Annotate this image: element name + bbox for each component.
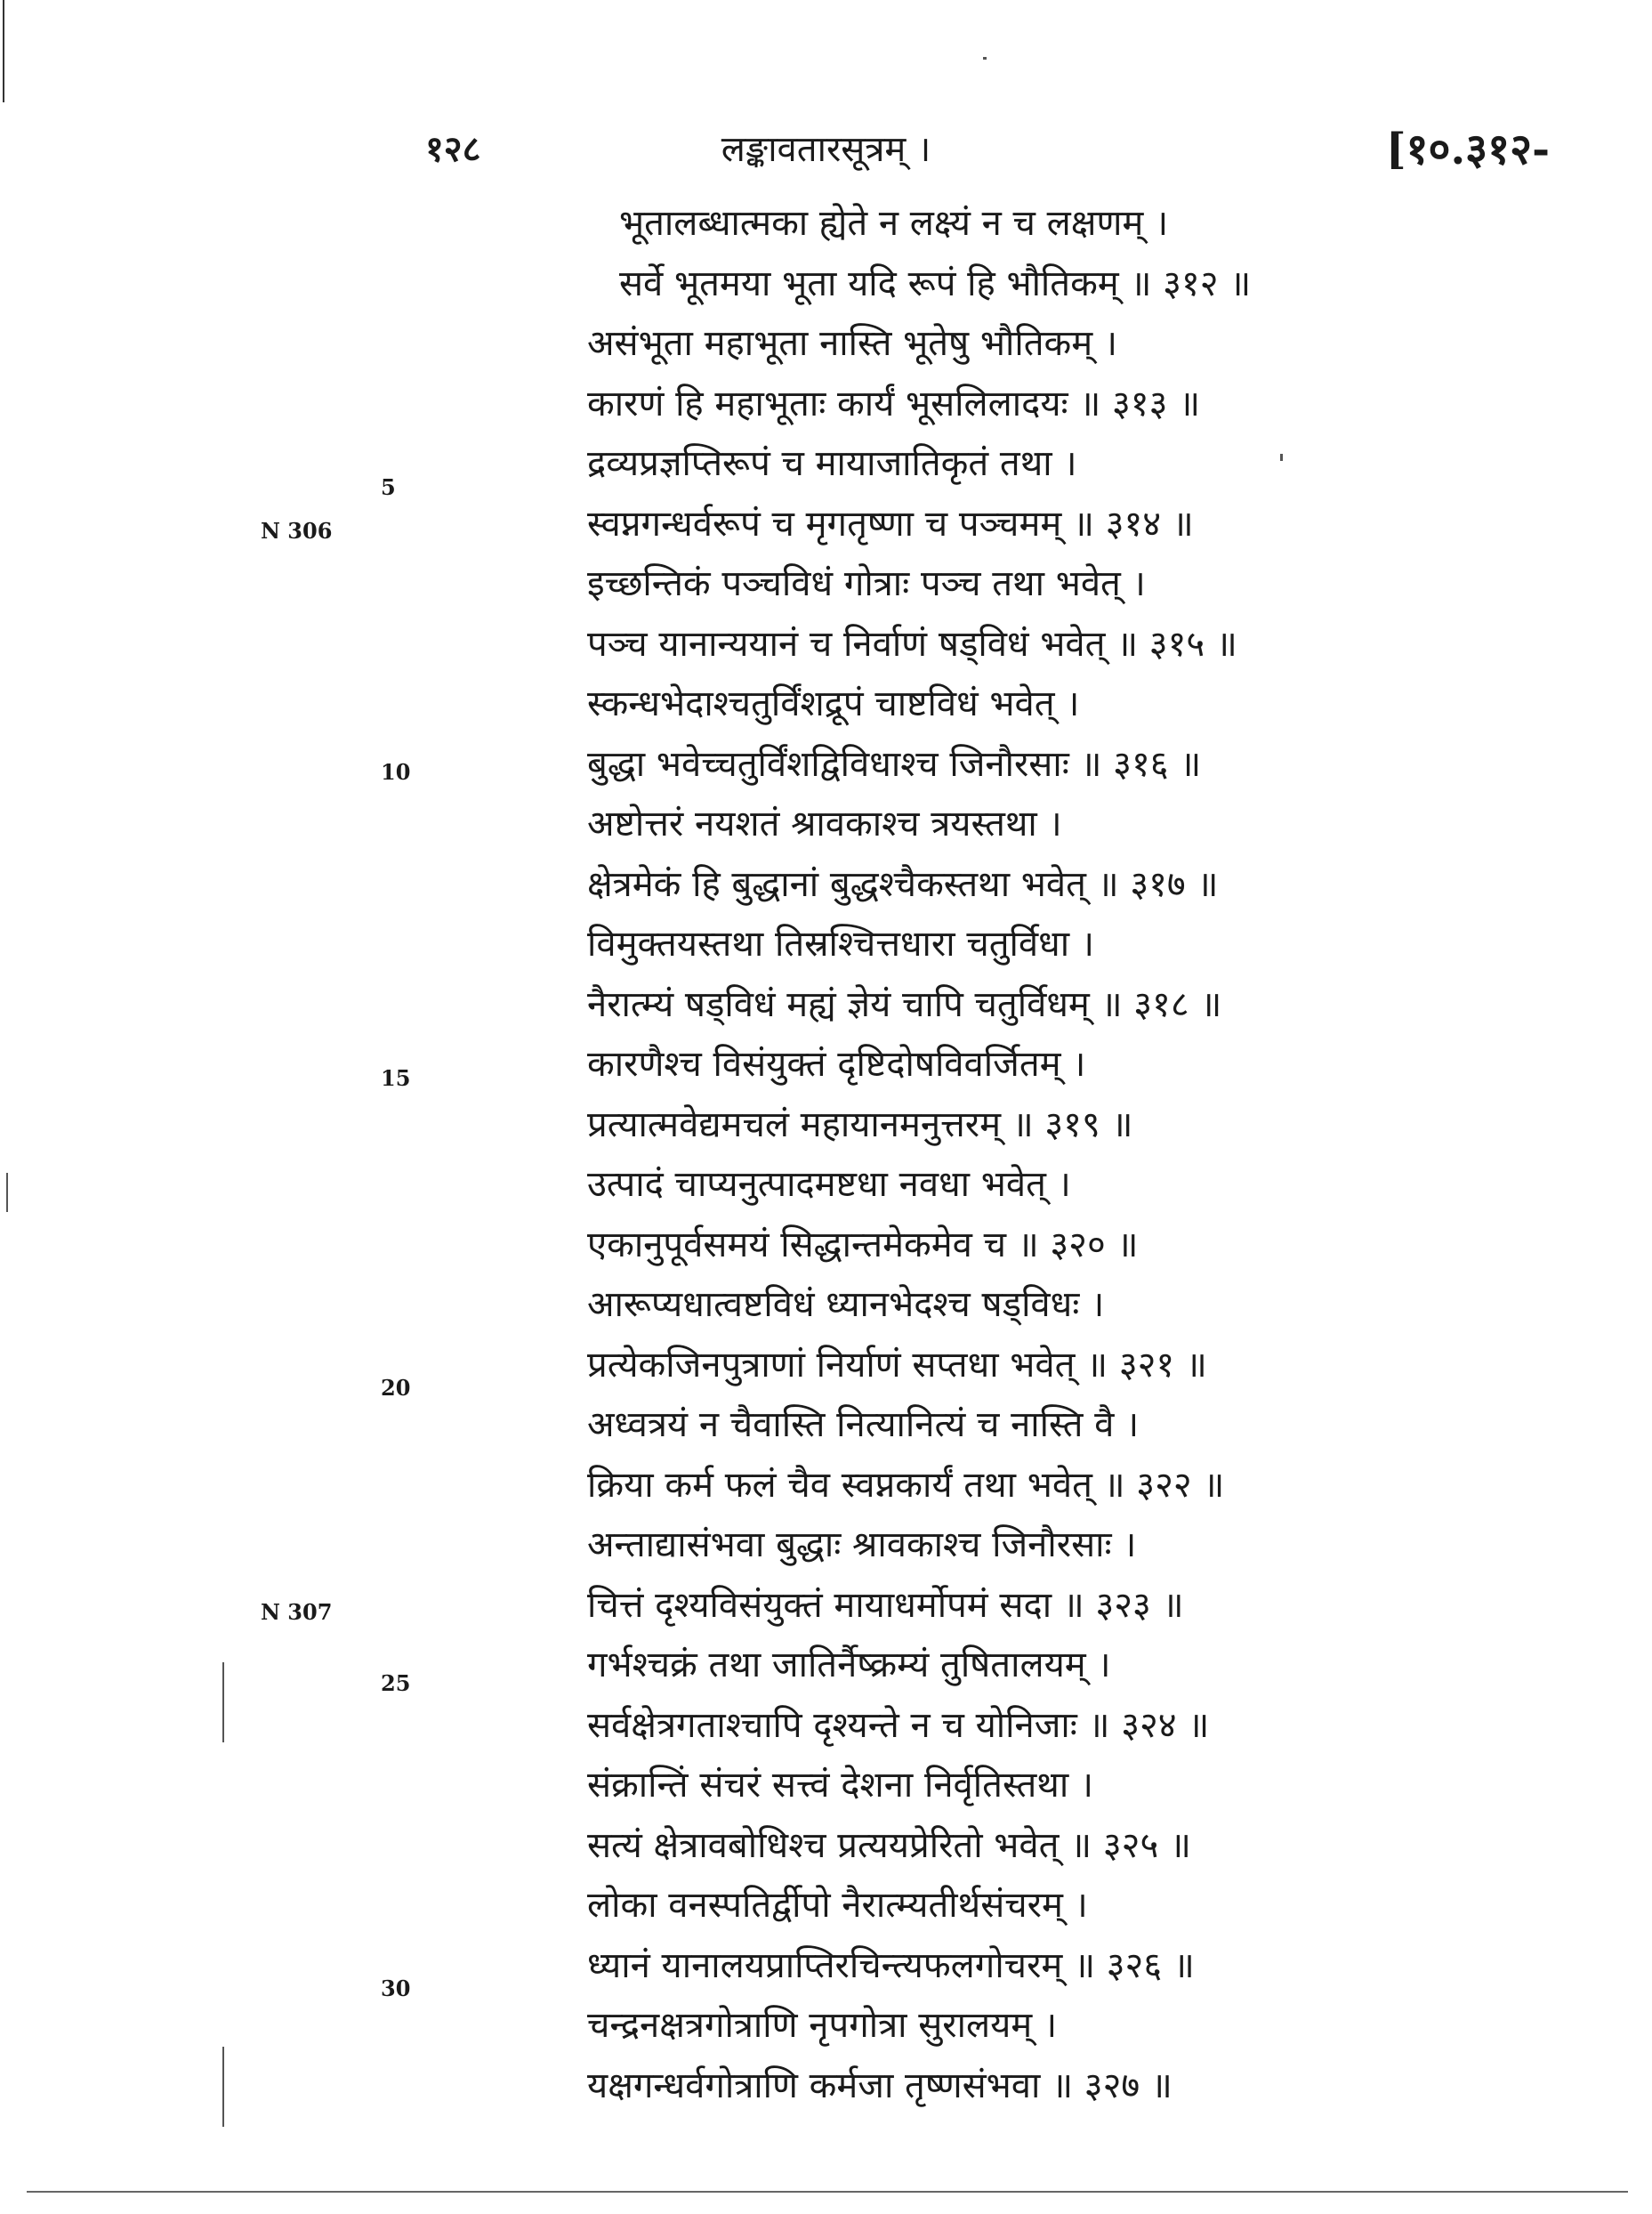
verse-line: भूतालब्धात्मका ह्येते न लक्ष्यं न च लक्षणम् । [619, 203, 1169, 244]
verse-line: पञ्च यानान्ययानं च निर्वाणं षड्विधं भवेत् ॥ ३१५ ॥ [587, 623, 1237, 665]
verse-line: इच्छन्तिकं पञ्चविधं गोत्राः पञ्च तथा भवेत् । [587, 563, 1146, 604]
scan-edge-mark [3, 0, 4, 102]
line-number: 25 [381, 1670, 411, 1696]
verse-line: प्रत्येकजिनपुत्राणां निर्याणं सप्तधा भवेत् ॥ ३२१ ॥ [587, 1344, 1207, 1386]
verse-line: सर्वक्षेत्रगताश्चापि दृश्यन्ते न च योनिजाः ॥ ३२४ ॥ [587, 1704, 1210, 1746]
verse-block [587, 194, 1592, 2116]
scan-dot [983, 57, 987, 60]
verse-line: अध्वत्रयं न चैवास्ति नित्यानित्यं च नास्ति वै । [587, 1404, 1140, 1445]
running-title: लङ्कावतारसूत्रम् । [721, 129, 931, 170]
verse-line: क्रिया कर्म फलं चैव स्वप्नकार्यं तथा भवेत् ॥ ३२२ ॥ [587, 1464, 1225, 1506]
verse-line: गर्भश्चक्रं तथा जातिर्नैष्क्रम्यं तुषितालयम् । [587, 1644, 1111, 1685]
verse-line: अन्ताद्यासंभवा बुद्धाः श्रावकाश्च जिनौरसाः । [587, 1524, 1137, 1565]
line-number: 15 [381, 1065, 411, 1091]
verse-line: सर्वे भूतमया भूता यदि रूपं हि भौतिकम् ॥ ३१२ ॥ [619, 263, 1252, 304]
section-reference: [१०.३१२- [1385, 125, 1550, 174]
verse-line: संक्रान्तिं संचरं सत्त्वं देशना निर्वृतिस्तथा । [587, 1765, 1094, 1806]
margin-reference: N 306 [261, 518, 333, 544]
verse-line: विमुक्तयस्तथा तिस्रश्चित्तधारा चतुर्विधा । [587, 924, 1094, 965]
verse-line: चन्द्रनक्षत्रगोत्राणि नृपगोत्रा सुरालयम् । [587, 2005, 1058, 2046]
verse-line: ध्यानं यानालयप्राप्तिरचिन्त्यफलगोचरम् ॥ ३२६ ॥ [587, 1944, 1195, 1986]
scan-mark-left [222, 2047, 224, 2127]
verse-line: बुद्धा भवेच्चतुर्विंशद्विविधाश्च जिनौरसाः ॥ ३१६ ॥ [587, 743, 1202, 785]
verse-line: कारणं हि महाभूताः कार्यं भूसलिलादयः ॥ ३१३ ॥ [587, 383, 1201, 424]
verse-line: एकानुपूर्वसमयं सिद्धान्तमेकमेव च ॥ ३२० ॥ [587, 1224, 1139, 1265]
verse-line: यक्षगन्धर्वगोत्राणि कर्मजा तृष्णसंभवा ॥ ३२७ ॥ [587, 2065, 1173, 2106]
verse-line: क्षेत्रमेकं हि बुद्धानां बुद्धश्चैकस्तथा भवेत् ॥ ३१७ ॥ [587, 863, 1219, 905]
line-number: 5 [381, 474, 396, 500]
verse-line: प्रत्यात्मवेद्यमचलं महायानमनुत्तरम् ॥ ३१९ ॥ [587, 1103, 1133, 1145]
line-number: 30 [381, 1976, 411, 2001]
verse-line: स्कन्धभेदाश्चतुर्विंशद्रूपं चाष्टविधं भवेत् । [587, 683, 1080, 724]
scan-mark-left [6, 1173, 8, 1212]
verse-line: स्वप्नगन्धर्वरूपं च मृगतृष्णा च पञ्चमम् ॥ ३१४ ॥ [587, 503, 1194, 545]
line-number: 10 [381, 759, 411, 785]
verse-line: नैरात्म्यं षड्विधं मह्यं ज्ञेयं चापि चतुर्विधम् ॥ ३१८ ॥ [587, 983, 1222, 1025]
verse-line: उत्पादं चाप्यनुत्पादमष्टधा नवधा भवेत् । [587, 1164, 1071, 1205]
scan-mark-left [222, 1662, 224, 1742]
page-bottom-rule [27, 2191, 1628, 2193]
verse-line: द्रव्यप्रज्ञप्तिरूपं च मायाजातिकृतं तथा । [587, 443, 1077, 484]
verse-line: कारणैश्च विसंयुक्तं दृष्टिदोषविवर्जितम् । [587, 1044, 1086, 1085]
verse-line: अष्टोत्तरं नयशतं श्रावकाश्च त्रयस्तथा । [587, 804, 1062, 844]
line-number: 20 [381, 1375, 411, 1401]
running-head [0, 123, 1652, 176]
page-number: १२८ [425, 128, 481, 170]
verse-line: लोका वनस्पतिर्द्वीपो नैरात्म्यतीर्थसंचरम् । [587, 1885, 1088, 1926]
margin-reference: N 307 [261, 1599, 333, 1625]
verse-line: सत्यं क्षेत्रावबोधिश्च प्रत्ययप्रेरितो भवेत् ॥ ३२५ ॥ [587, 1824, 1191, 1866]
verse-line: आरूप्यधात्वष्टविधं ध्यानभेदश्च षड्विधः । [587, 1284, 1105, 1325]
verse-line: चित्तं दृश्यविसंयुक्तं मायाधर्मोपमं सदा ॥ ३२३ ॥ [587, 1584, 1184, 1626]
verse-line: असंभूता महाभूता नास्ति भूतेषु भौतिकम् । [587, 323, 1118, 364]
